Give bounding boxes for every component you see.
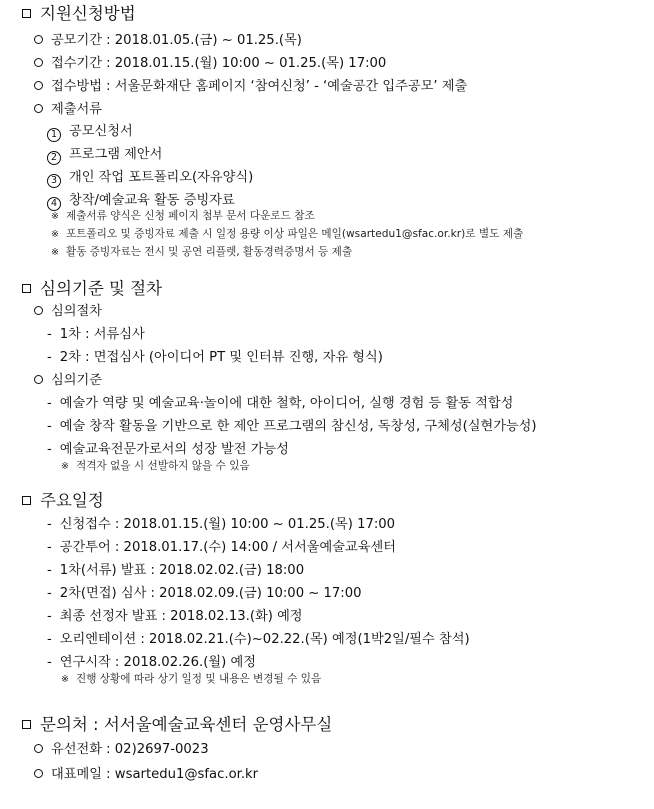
numbered-item: 3 개인 작업 포트폴리오(자유양식)	[47, 171, 253, 188]
circle-bullet-icon	[34, 744, 43, 753]
dash-item: - 2차(면접) 심사 : 2018.02.09.(금) 10:00 ~ 17:00	[47, 586, 362, 601]
circled-number-icon: 1	[47, 128, 61, 142]
dash-item: - 예술 창작 활동을 기반으로 한 제안 프로그램의 참신성, 독창성, 구체성(실현가능성)	[47, 419, 537, 434]
list-item: 심의기준	[34, 374, 102, 387]
square-bullet-icon	[22, 9, 31, 18]
circled-number-icon: 3	[47, 174, 61, 188]
note: ※ 진행 상황에 따라 상기 일정 및 내용은 변경될 수 있음	[61, 673, 322, 685]
reference-mark-icon: ※	[61, 674, 69, 685]
circle-bullet-icon	[34, 81, 43, 90]
circle-bullet-icon	[34, 306, 43, 315]
numbered-item: 1 공모신청서	[47, 125, 133, 142]
reference-mark-icon: ※	[51, 229, 59, 240]
square-bullet-icon	[22, 496, 31, 505]
note: ※ 적격자 없을 시 선발하지 않을 수 있음	[61, 460, 250, 472]
list-item: 공모기간 : 2018.01.05.(금) ~ 01.25.(목)	[34, 34, 302, 47]
dash-item: - 오리엔테이션 : 2018.02.21.(수)~02.22.(목) 예정(1박2일/필수 참석)	[47, 632, 470, 647]
note: ※ 제출서류 양식은 신청 페이지 첨부 문서 다운로드 참조	[51, 210, 315, 222]
reference-mark-icon: ※	[51, 247, 59, 258]
section-heading: 주요일정	[22, 493, 104, 510]
dash-item: - 예술가 역량 및 예술교육·놀이에 대한 철학, 아이디어, 실행 경험 등 활동 적합성	[47, 396, 514, 411]
circle-bullet-icon	[34, 769, 43, 778]
list-item: 제출서류	[34, 103, 102, 116]
section-heading: 지원신청방법	[22, 6, 136, 23]
dash-item: - 최종 선정자 발표 : 2018.02.13.(화) 예정	[47, 609, 303, 624]
numbered-item: 2 프로그램 제안서	[47, 148, 162, 165]
circled-number-icon: 2	[47, 151, 61, 165]
dash-item: - 1차 : 서류심사	[47, 327, 145, 342]
circle-bullet-icon	[34, 104, 43, 113]
list-item: 유선전화 : 02)2697-0023	[34, 743, 209, 756]
dash-item: - 2차 : 면접심사 (아이디어 PT 및 인터뷰 진행, 자유 형식)	[47, 350, 383, 365]
list-item: 심의절차	[34, 305, 102, 318]
note: ※ 활동 증빙자료는 전시 및 공연 리플렛, 활동경력증명서 등 제출	[51, 246, 353, 258]
list-item: 대표메일 : wsartedu1@sfac.or.kr	[34, 768, 258, 781]
dash-item: - 예술교육전문가로서의 성장 발전 가능성	[47, 442, 289, 457]
section-heading: 심의기준 및 절차	[22, 281, 162, 298]
reference-mark-icon: ※	[61, 461, 69, 472]
note: ※ 포트폴리오 및 증빙자료 제출 시 일정 용량 이상 파일은 메일(wsartedu1@sfac.or.kr)로 별도 제출	[51, 228, 524, 240]
dash-item: - 연구시작 : 2018.02.26.(월) 예정	[47, 655, 256, 670]
circle-bullet-icon	[34, 58, 43, 67]
section-heading: 문의처 : 서서울예술교육센터 운영사무실	[22, 717, 332, 734]
circle-bullet-icon	[34, 375, 43, 384]
dash-item: - 신청접수 : 2018.01.15.(월) 10:00 ~ 01.25.(목) 17:00	[47, 517, 396, 532]
list-item: 접수기간 : 2018.01.15.(월) 10:00 ~ 01.25.(목) 17:00	[34, 57, 386, 70]
circle-bullet-icon	[34, 35, 43, 44]
list-item: 접수방법 : 서울문화재단 홈페이지 ‘참여신청’ - ‘예술공간 입주공모’ 제출	[34, 80, 467, 93]
circled-number-icon: 4	[47, 197, 61, 211]
numbered-item: 4 창작/예술교육 활동 증빙자료	[47, 194, 235, 211]
dash-item: - 1차(서류) 발표 : 2018.02.02.(금) 18:00	[47, 563, 305, 578]
square-bullet-icon	[22, 284, 31, 293]
dash-item: - 공간투어 : 2018.01.17.(수) 14:00 / 서서울예술교육센터	[47, 540, 396, 555]
reference-mark-icon: ※	[51, 211, 59, 222]
square-bullet-icon	[22, 720, 31, 729]
